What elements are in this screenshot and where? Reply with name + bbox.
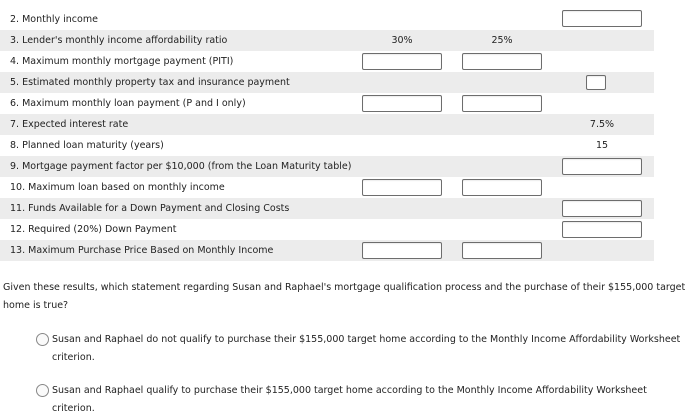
row-payment-factor (0, 156, 654, 177)
answer-option-label: Susan and Raphael do not qualify to purchase their $155,000 target home according to the Monthly Income Affordability Worksheet criterion. (52, 334, 681, 363)
property-tax-input[interactable] (586, 75, 606, 90)
row-label: 7. Expected interest rate (10, 119, 129, 130)
row-funds-available (0, 198, 654, 219)
row-max-loan-payment (0, 93, 654, 114)
question-text: Given these results, which statement regarding Susan and Raphael's mortgage qualification process and the purchase of their $155,000 target home is true? (3, 282, 686, 311)
row-max-purchase-price (0, 240, 654, 261)
row-max-loan (0, 177, 654, 198)
row-loan-maturity (0, 135, 654, 156)
payment-factor-input[interactable] (562, 158, 642, 175)
row-label: 13. Maximum Purchase Price Based on Monthly Income (10, 245, 274, 256)
row-max-monthly-payment (0, 51, 654, 72)
radio-button[interactable] (36, 384, 49, 397)
row-label: 5. Estimated monthly property tax and insurance payment (10, 77, 290, 88)
interest-rate-value: 7.5% (589, 119, 615, 130)
row-down-payment (0, 219, 654, 240)
row-label: 11. Funds Available for a Down Payment and Closing Costs (10, 203, 290, 214)
answer-option-label: Susan and Raphael qualify to purchase their $155,000 target home according to the Monthly Income Affordability Worksheet criterion. (52, 385, 647, 414)
row-label: 3. Lender's monthly income affordability ratio (10, 35, 228, 46)
funds-available-input[interactable] (562, 200, 642, 217)
max-loan-input-col1[interactable] (362, 179, 442, 196)
max-loan-input-col2[interactable] (462, 179, 542, 196)
row-label: 10. Maximum loan based on monthly income (10, 182, 225, 193)
radio-button[interactable] (36, 333, 49, 346)
max-purchase-price-input-col1[interactable] (362, 242, 442, 259)
row-label: 2. Monthly income (10, 14, 98, 25)
max-monthly-payment-input-col2[interactable] (462, 53, 542, 70)
ratio-value-col1: 30% (391, 35, 413, 46)
max-loan-payment-input-col1[interactable] (362, 95, 442, 112)
loan-maturity-value: 15 (595, 140, 609, 151)
ratio-value-col2: 25% (491, 35, 513, 46)
row-label: 6. Maximum monthly loan payment (P and I only) (10, 98, 246, 109)
row-label: 9. Mortgage payment factor per $10,000 (from the Loan Maturity table) (10, 161, 352, 172)
row-property-tax (0, 72, 654, 93)
row-monthly-income (0, 9, 654, 30)
max-monthly-payment-input-col1[interactable] (362, 53, 442, 70)
down-payment-input[interactable] (562, 221, 642, 238)
max-purchase-price-input-col2[interactable] (462, 242, 542, 259)
max-loan-payment-input-col2[interactable] (462, 95, 542, 112)
monthly-income-input[interactable] (562, 10, 642, 27)
row-label: 8. Planned loan maturity (years) (10, 140, 164, 151)
row-affordability-ratio (0, 30, 654, 51)
row-label: 12. Required (20%) Down Payment (10, 224, 177, 235)
row-interest-rate (0, 114, 654, 135)
row-label: 4. Maximum monthly mortgage payment (PITI) (10, 56, 234, 67)
